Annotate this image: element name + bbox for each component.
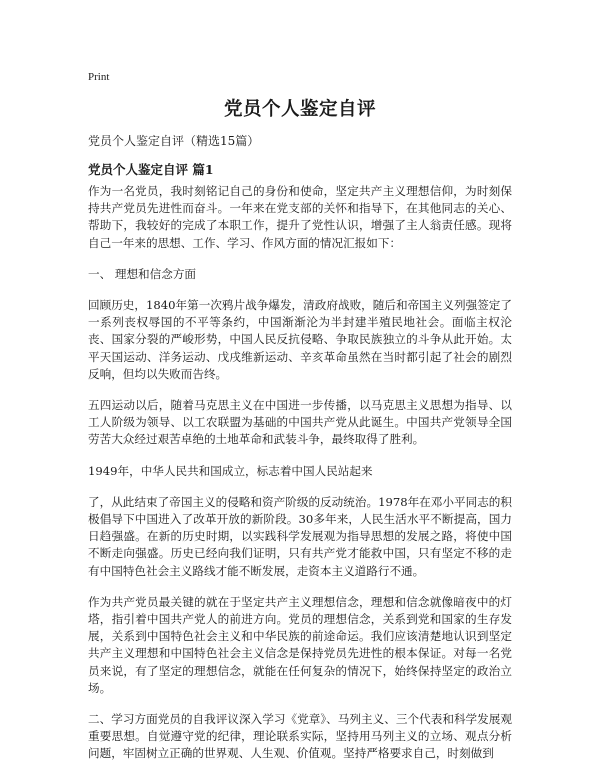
print-link[interactable]: Print	[88, 71, 110, 83]
heading-ideals-beliefs: 一、 理想和信念方面	[88, 266, 197, 281]
paragraph-study: 二、学习方面党员的自我评议深入学习《党章》、马列主义、三个代表和科学发展观重要思想。自觉遵守党的纪律，理论联系实际，坚持用马列主义的立场、观点分析问题，牢固树立正确的世界观、人生观、价值观。坚持严格要求自己，时刻做到	[88, 712, 512, 761]
paragraph-party-member-belief: 作为共产党员最关键的就在于坚定共产主义理想信念，理想和信念就像暗夜中的灯塔，指引着中国共产党人的前进方向。党员的理想信念，关系到党和国家的生存发展，关系到中国特色社会主义和中华民族的前途命运。我们应该清楚地认识到坚定共产主义理想和中国特色社会主义信念是保持党员先进性的根本保证。对每一名党员来说，有了坚定的理想信念，就能在任何复杂的情况下，始终保持坚定的政治立场。	[88, 594, 512, 695]
paragraph-intro: 作为一名党员，我时刻铭记自己的身份和使命，坚定共产主义理想信仰，为时刻保持共产党员先进性而奋斗。一年来在党支部的关怀和指导下，在其他同志的关心、帮助下，我较好的完成了本职工作，提升了党性认识，增强了主人翁责任感。现将自己一年来的思想、工作、学习、作风方面的情况汇报如下：	[88, 184, 512, 250]
document-subtitle: 党员个人鉴定自评（精选15篇）	[88, 134, 260, 148]
paragraph-reform: 了，从此结束了帝国主义的侵略和资产阶级的反动统治。1978年在邓小平同志的积极倡导下中国进入了改革开放的新阶段。30多年来，人民生活水平不断提高，国力日趋强盛。在新的历史时期，以实践科学发展观为指导思想的发展之路，将使中国不断走向强盛。历史已经向我们证明，只有共产党才能救中国，只有坚定不移的走有中国特色社会主义路线才能不断发展，走资本主义道路行不通。	[88, 494, 512, 578]
article-body	[88, 183, 512, 777]
section-heading: 党员个人鉴定自评 篇1	[88, 162, 214, 177]
paragraph-history: 回顾历史，1840年第一次鸦片战争爆发，清政府战败，随后和帝国主义列强签定了一系列丧权辱国的不平等条约，中国渐渐沦为半封建半殖民地社会。面临主权沦丧、国家分裂的严峻形势，中国人民反抗侵略、争取民族独立的斗争从此开始。太平天国运动、洋务运动、戊戌维新运动、辛亥革命虽然在当时都引起了社会的剧烈反响，但均以失败而告终。	[88, 298, 512, 381]
paragraph-1949: 1949年，中华人民共和国成立，标志着中国人民站起来	[88, 463, 373, 478]
paragraph-may-fourth: 五四运动以后，随着马克思主义在中国进一步传播，以马克思主义思想为指导、以工人阶级为领导、以工农联盟为基础的中国共产党从此诞生。中国共产党领导全国劳苦大众经过艰苦卓绝的土地革命和武装斗争，最终取得了胜利。	[88, 398, 512, 447]
page-title: 党员个人鉴定自评	[223, 99, 376, 120]
